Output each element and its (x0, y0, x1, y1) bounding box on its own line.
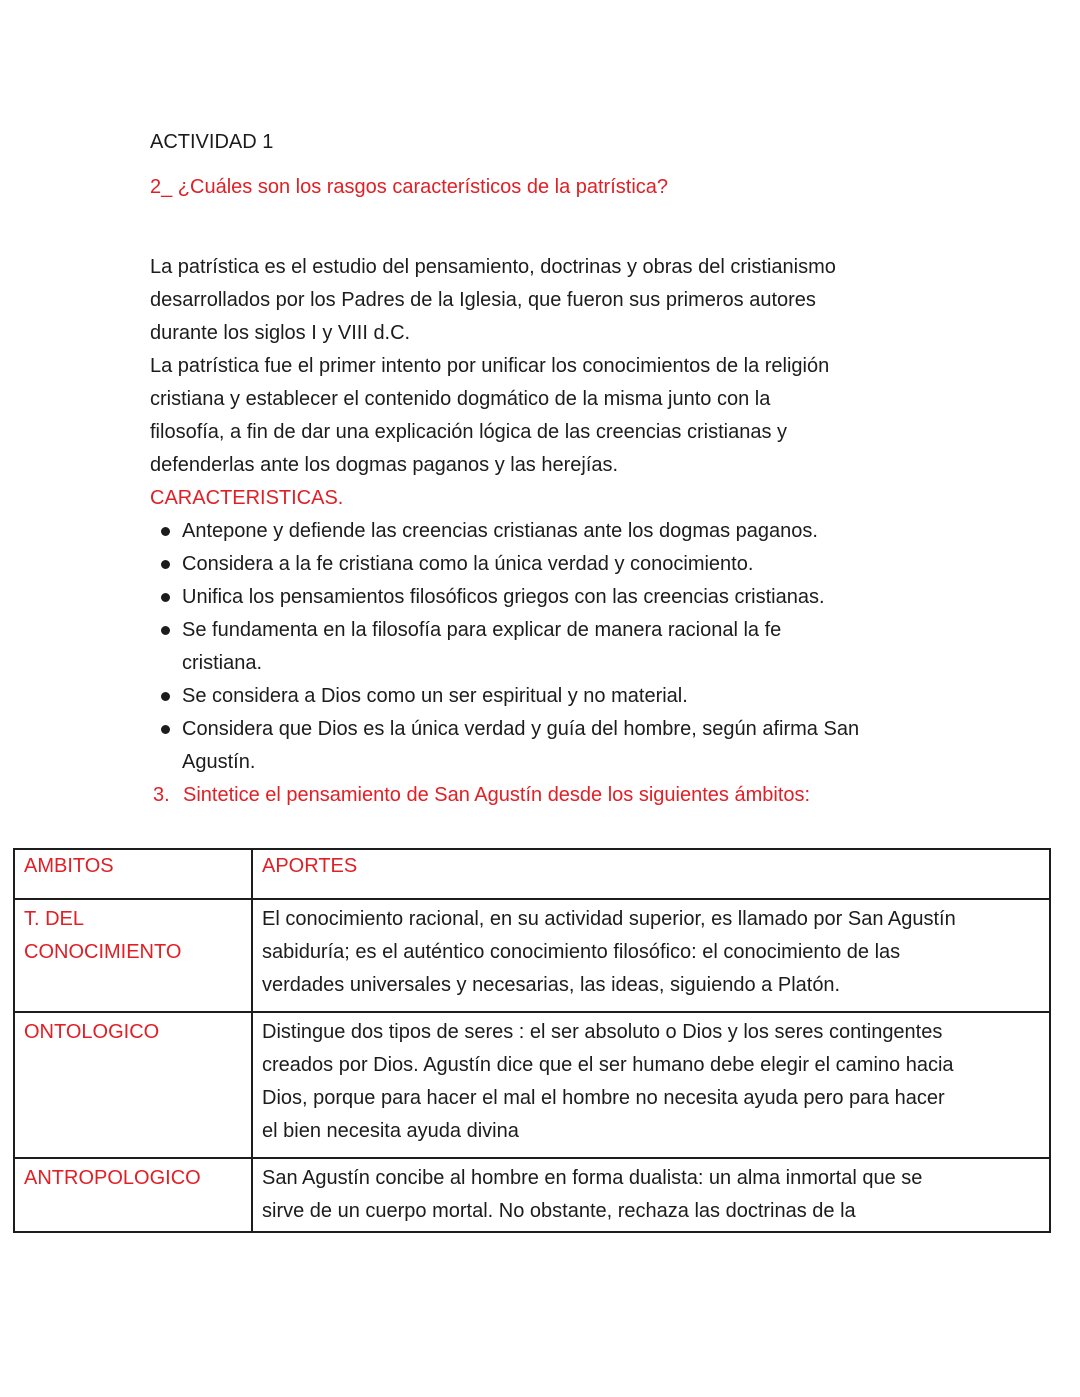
aporte-cell (252, 1012, 1050, 1158)
table-header-row (14, 849, 1050, 899)
text-line: desarrollados por los Padres de la Iglesia, que fueron sus primeros autores (150, 289, 816, 311)
text-line: Considera que Dios es la única verdad y guía del hombre, según afirma San (182, 718, 860, 740)
ambito-line: ANTROPOLOGICO (24, 1167, 201, 1189)
characteristic-item (150, 713, 962, 779)
text-line: La patrística es el estudio del pensamiento, doctrinas y obras del cristianismo (150, 256, 836, 278)
question-3-number: 3. (153, 784, 170, 806)
aporte-cell (252, 1158, 1050, 1232)
table-row (14, 1158, 1050, 1232)
aporte-cell (252, 899, 1050, 1012)
aporte-line: Dios, porque para hacer el mal el hombre no necesita ayuda pero para hacer (262, 1087, 945, 1109)
table-header-ambitos: AMBITOS (14, 849, 252, 899)
question-3 (150, 779, 962, 812)
text-line: Se fundamenta en la filosofía para explicar de manera racional la fe (182, 619, 782, 641)
aporte-line: El conocimiento racional, en su actividad superior, es llamado por San Agustín (262, 908, 956, 930)
aporte-line: San Agustín concibe al hombre en forma dualista: un alma inmortal que se (262, 1167, 923, 1189)
text-line: defenderlas ante los dogmas paganos y las herejías. (150, 454, 619, 476)
table-header-aportes: APORTES (252, 849, 1050, 899)
activity-title: ACTIVIDAD 1 (150, 131, 274, 153)
ambito-cell (14, 899, 252, 1012)
question-3-text: Sintetice el pensamiento de San Agustín desde los siguientes ámbitos: (183, 784, 811, 806)
characteristics-heading: CARACTERISTICAS. (150, 487, 344, 509)
text-line: La patrística fue el primer intento por unificar los conocimientos de la religión (150, 355, 830, 377)
text-line: cristiana. (182, 652, 263, 674)
characteristic-item (150, 515, 962, 548)
intro-paragraphs (150, 251, 962, 482)
aporte-line: sabiduría; es el auténtico conocimiento filosófico: el conocimiento de las (262, 941, 901, 963)
aporte-line: el bien necesita ayuda divina (262, 1120, 519, 1142)
table-row (14, 899, 1050, 1012)
text-line: Antepone y defiende las creencias cristianas ante los dogmas paganos. (182, 520, 818, 542)
aporte-line: verdades universales y necesarias, las ideas, siguiendo a Platón. (262, 974, 841, 996)
characteristics-list (150, 515, 962, 779)
characteristic-item (150, 581, 962, 614)
ambito-line: T. DEL (24, 908, 85, 930)
text-line: Considera a la fe cristiana como la única verdad y conocimiento. (182, 553, 754, 575)
document-content (150, 126, 962, 812)
ambito-line: CONOCIMIENTO (24, 941, 182, 963)
text-line: filosofía, a fin de dar una explicación lógica de las creencias cristianas y (150, 421, 788, 443)
aporte-line: sirve de un cuerpo mortal. No obstante, rechaza las doctrinas de la (262, 1200, 856, 1222)
table-row (14, 1012, 1050, 1158)
text-line: durante los siglos I y VIII d.C. (150, 322, 411, 344)
ambito-line: ONTOLOGICO (24, 1021, 160, 1043)
text-line: Unifica los pensamientos filosóficos griegos con las creencias cristianas. (182, 586, 825, 608)
ambito-cell (14, 1012, 252, 1158)
characteristic-item (150, 548, 962, 581)
characteristic-item (150, 614, 962, 680)
aporte-line: creados por Dios. Agustín dice que el ser humano debe elegir el camino hacia (262, 1054, 954, 1076)
paragraph (150, 350, 962, 482)
aporte-line: Distingue dos tipos de seres : el ser absoluto o Dios y los seres contingentes (262, 1021, 943, 1043)
text-line: Agustín. (182, 751, 256, 773)
question-2: 2_ ¿Cuáles son los rasgos característicos de la patrística? (150, 176, 669, 198)
ambitos-table (13, 848, 1051, 1233)
text-line: cristiana y establecer el contenido dogmático de la misma junto con la (150, 388, 771, 410)
ambito-cell (14, 1158, 252, 1232)
characteristic-item (150, 680, 962, 713)
text-line: Se considera a Dios como un ser espiritual y no material. (182, 685, 688, 707)
paragraph (150, 251, 962, 350)
